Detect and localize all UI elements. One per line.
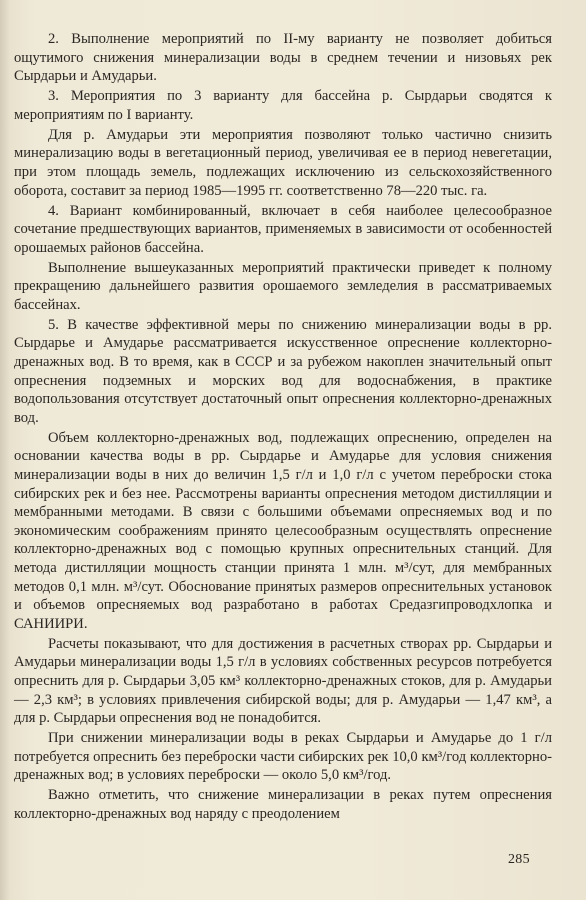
paragraph-3: Для р. Амударьи эти мероприятия позволяют только частично снизить минерализацию воды в вегетационный период, увеличивая ее в период невегетации, при этом площадь земель, подлежащих исключению из сельскохозяйственного оборота, составит за период 1985—1995 гг. соответственно 78—220 тыс. га.: [14, 126, 552, 199]
paragraph-7: Объем коллекторно-дренажных вод, подлежащих опреснению, определен на основании качества воды в рр. Сырдарье и Амударье для условия снижения минерализации воды в них до величин 1,5 г/л и 1,0 г/л с учетом переброски стока сибирских рек и без нее. Рассмотрены варианты опреснения методом дистилляции и мембранными методами. В связи с большими объемами опресняемых вод и по экономическим соображениям принято целесообразным осуществлять опреснение коллекторно-дренажных вод с помощью крупных опреснительных станций. Для метода дистилляции мощность станции принята 1 млн. м³/сут, для мембранных методов 0,1 млн. м³/сут. Обоснование принятых размеров опреснительных установок и объемов опресняемых вод разработано в работах Средазгипроводхлопка и САНИИРИ.: [14, 429, 552, 632]
page-number: 285: [508, 852, 530, 867]
paragraph-8: Расчеты показывают, что для достижения в расчетных створах рр. Сырдарьи и Амударьи минерализации воды 1,5 г/л в условиях собственных ресурсов потребуется опреснить для р. Сырдарьи 3,05 км³ коллекторно-дренажных стоков, для р. Амударьи — 2,3 км³; в условиях привлечения сибирской воды; для р. Амударьи — 1,47 км³, а для р. Сырдарьи опреснения вод не понадобится.: [14, 635, 552, 727]
paragraph-5: Выполнение вышеуказанных мероприятий практически приведет к полному прекращению дальнейшего развития орошаемого земледелия в рассматриваемых бассейнах.: [14, 259, 552, 313]
paragraph-4: 4. Вариант комбинированный, включает в себя наиболее целесообразное сочетание предшествующих вариантов, применяемых в зависимости от особенностей орошаемых районов бассейна.: [14, 202, 552, 256]
page-gutter-shadow: [0, 0, 10, 900]
paragraph-1: 2. Выполнение мероприятий по II-му варианту не позволяет добиться ощутимого снижения минерализации воды в среднем течении и низовьях рек Сырдарьи и Амударьи.: [14, 31, 552, 85]
paragraph-2: 3. Мероприятия по 3 варианту для бассейна р. Сырдарьи сводятся к мероприятиям по I варианту.: [14, 88, 552, 123]
body-text: [14, 30, 552, 825]
paragraph-9: При снижении минерализации воды в реках Сырдарьи и Амударье до 1 г/л потребуется опреснить без переброски части сибирских рек 10,0 км³/год коллекторно-дренажных вод; в условиях переброски — около 5,0 км³/год.: [14, 730, 552, 784]
paragraph-10: Важно отметить, что снижение минерализации в реках путем опреснения коллекторно-дренажных вод наряду с преодолением: [14, 787, 552, 822]
paragraph-6: 5. В качестве эффективной меры по снижению минерализации воды в рр. Сырдарье и Амударье рассматривается искусственное опреснение коллекторно-дренажных вод. В то время, как в СССР и за рубежом накоплен значительный опыт опреснения подземных и морских вод для водоснабжения, в практике водопользования отсутствует достаточный опыт опреснения коллекторно-дренажных вод.: [14, 316, 552, 426]
